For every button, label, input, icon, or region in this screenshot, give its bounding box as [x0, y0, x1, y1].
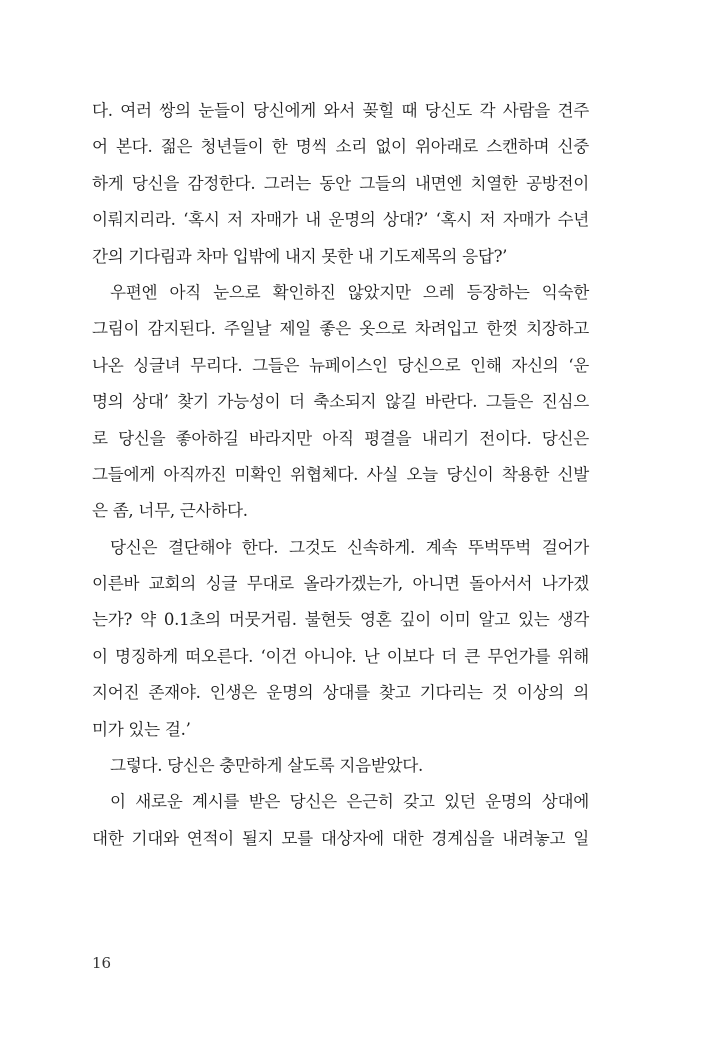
text-line: 어 본다. 젊은 청년들이 한 명씩 소리 없이 위아래로 스캔하며 신중	[92, 137, 589, 157]
text-line: 하게 당신을 감정한다. 그러는 동안 그들의 내면엔 치열한 공방전이	[92, 173, 589, 193]
text-line: 는가? 약 0.1초의 머뭇거림. 불현듯 영혼 깊이 이미 알고 있는 생각	[92, 610, 589, 630]
text-line: 그림이 감지된다. 주일날 제일 좋은 옷으로 차려입고 한껏 치장하고	[92, 319, 589, 339]
page-number: 16	[92, 954, 112, 972]
text-line: 그들에게 아직까진 미확인 위협체다. 사실 오늘 당신이 착용한 신발	[92, 464, 589, 484]
text-line: 당신은 결단해야 한다. 그것도 신속하게. 계속 뚜벅뚜벅 걸어가	[110, 537, 589, 557]
text-line: 명의 상대’ 찾기 가능성이 더 축소되지 않길 바란다. 그들은 진심으	[92, 392, 589, 412]
text-line: 그렇다. 당신은 충만하게 살도록 지음받았다.	[110, 756, 423, 776]
body-text	[92, 93, 589, 857]
text-line: 간의 기다림과 차마 입밖에 내지 못한 내 기도제목의 응답?’	[92, 246, 508, 266]
text-line: 미가 있는 걸.’	[92, 719, 191, 739]
text-line: 지어진 존재야. 인생은 운명의 상대를 찾고 기다리는 것 이상의 의	[92, 683, 589, 703]
text-line: 우편엔 아직 눈으로 확인하진 않았지만 으레 등장하는 익숙한	[110, 282, 589, 302]
text-line: 이른바 교회의 싱글 무대로 올라가겠는가, 아니면 돌아서서 나가겠	[92, 574, 589, 594]
text-line: 로 당신을 좋아하길 바라지만 아직 평결을 내리기 전이다. 당신은	[92, 428, 589, 448]
text-line: 이 새로운 계시를 받은 당신은 은근히 갖고 있던 운명의 상대에	[110, 792, 589, 812]
text-line: 이뤄지리라. ‘혹시 저 자매가 내 운명의 상대?’ ‘혹시 저 자매가 수년	[92, 210, 589, 230]
text-line: 나온 싱글녀 무리다. 그들은 뉴페이스인 당신으로 인해 자신의 ‘운	[92, 355, 589, 375]
text-line: 은 좀, 너무, 근사하다.	[92, 501, 248, 521]
text-line: 다. 여러 쌍의 눈들이 당신에게 와서 꽂힐 때 당신도 각 사람을 견주	[92, 101, 589, 120]
text-line: 대한 기대와 연적이 될지 모를 대상자에 대한 경계심을 내려놓고 일	[92, 828, 589, 848]
text-line: 이 명징하게 떠오른다. ‘이건 아니야. 난 이보다 더 큰 무언가를 위해	[92, 646, 589, 666]
